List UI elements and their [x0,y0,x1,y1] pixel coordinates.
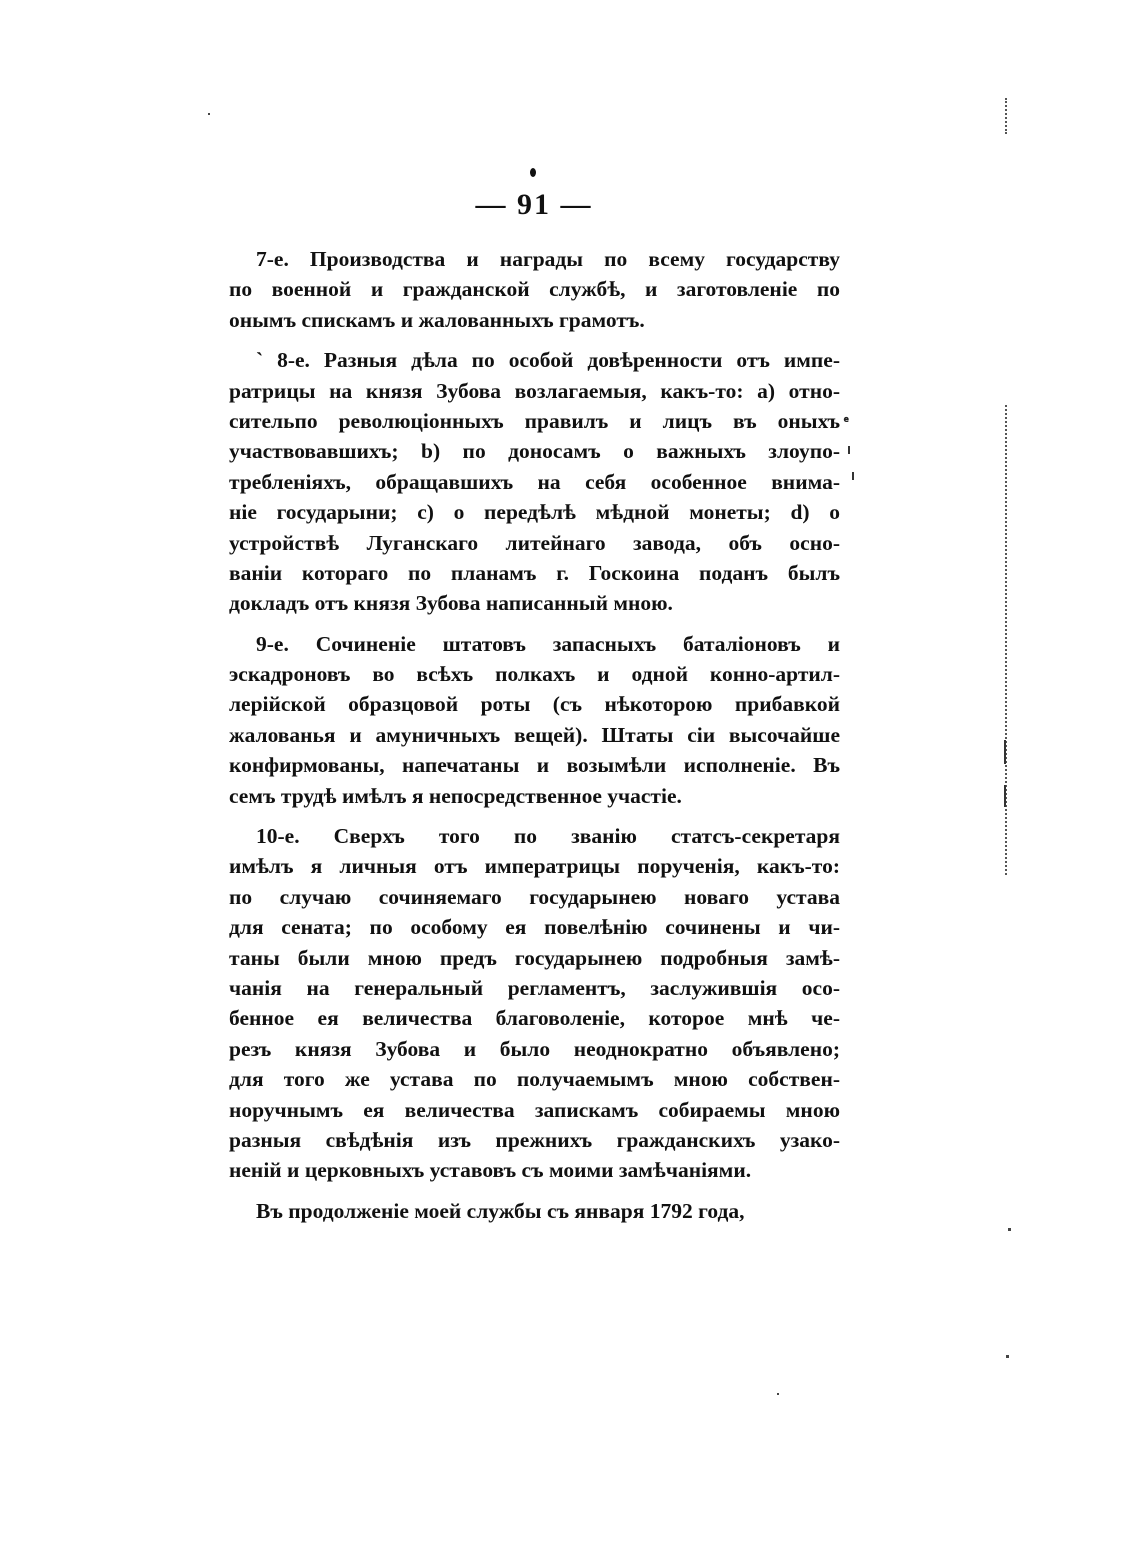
text-line: 10-е. Сверхъ того по званію статсъ-секретаря [256,824,840,849]
text-line: по случаю сочиняемаго государынею новаго устава [229,884,840,909]
margin-tick [1004,740,1006,764]
text-line: ваніи котораго по планамъ г. Госкоина поданъ былъ [229,560,840,585]
text-line: чанія на генеральный регламентъ, заслужившія осо- [229,975,840,1000]
margin-dotted-rule-top [1005,98,1007,134]
page-number-dot [530,168,536,177]
text-line: 9-е. Сочиненіе штатовъ запасныхъ баталіоновъ и [256,631,840,656]
text-line: имѣлъ я личныя отъ императрицы порученія, какъ-то: [229,854,840,879]
margin-speck [1008,1228,1011,1231]
paragraph [229,1196,840,1226]
page-number: — 91 — [475,188,593,221]
margin-speck [777,1393,779,1395]
text-line: разныя свѣдѣнія изъ прежнихъ гражданскихъ узако- [229,1127,840,1152]
text-line: семъ трудѣ имѣлъ я непосредственное участіе. [229,783,682,808]
text-line: онымъ спискамъ и жалованныхъ грамотъ. [229,307,645,332]
text-line: бенное ея величества благоволеніе, которое мнѣ че- [229,1006,840,1031]
text-line: сительпо революціонныхъ правилъ и лицъ въ оныхъ [229,408,840,433]
body-text [229,244,840,1236]
text-line: лерійской образцовой роты (съ нѣкоторою прибавкой [229,692,840,717]
text-line: резъ князя Зубова и было неоднократно объявлено; [229,1036,840,1061]
text-line: Въ продолженіе моей службы съ января 1792 года, [256,1198,745,1223]
text-line: жалованья и амуничныхъ вещей). Штаты сіи высочайше [229,722,840,747]
margin-tick [1004,785,1006,807]
text-line: таны были мною предъ государынею подробныя замѣ- [229,945,840,970]
margin-speck [208,113,210,115]
text-line: норучнымъ ея величества запискамъ собираемы мною [229,1097,840,1122]
text-line: устройствѣ Луганскаго литейнаго завода, объ осно- [229,530,840,555]
text-line: участвовавшихъ; b) по доносамъ о важныхъ злоупо- [229,439,840,464]
paragraph [229,821,840,1186]
text-line: конфирмованы, напечатаны и возымѣли исполненіе. Въ [229,753,840,778]
text-line: для сената; по особому ея повелѣнію сочинены и чи- [229,915,840,940]
text-line: неній и церковныхъ уставовъ съ моими замѣчаніями. [229,1158,752,1183]
text-line: по военной и гражданской службѣ, и заготовленіе по [229,277,840,302]
margin-speck [1006,1355,1009,1358]
margin-tick [852,472,854,480]
text-line: требленіяхъ, обращавшихъ на себя особенное внима- [229,469,840,494]
paragraph [229,345,840,619]
paragraph [229,244,840,335]
text-line: для того же устава по получаемымъ мною собствен- [229,1067,840,1092]
text-line: 7-е. Производства и награды по всему государству [256,247,840,271]
text-line: ніе государыни; с) о передѣлѣ мѣдной монеты; d) о [229,500,840,525]
margin-tick [848,446,850,454]
text-line: докладъ отъ князя Зубова написанный мною. [229,591,673,616]
paragraph [229,629,840,811]
text-line: ратрицы на князя Зубова возлагаемыя, какъ-то: а) отно- [229,378,840,403]
text-line: ` 8-е. Разныя дѣла по особой довѣренности отъ импе- [256,348,840,373]
text-line: эскадроновъ во всѣхъ полкахъ и одной конно-артил- [229,662,840,687]
